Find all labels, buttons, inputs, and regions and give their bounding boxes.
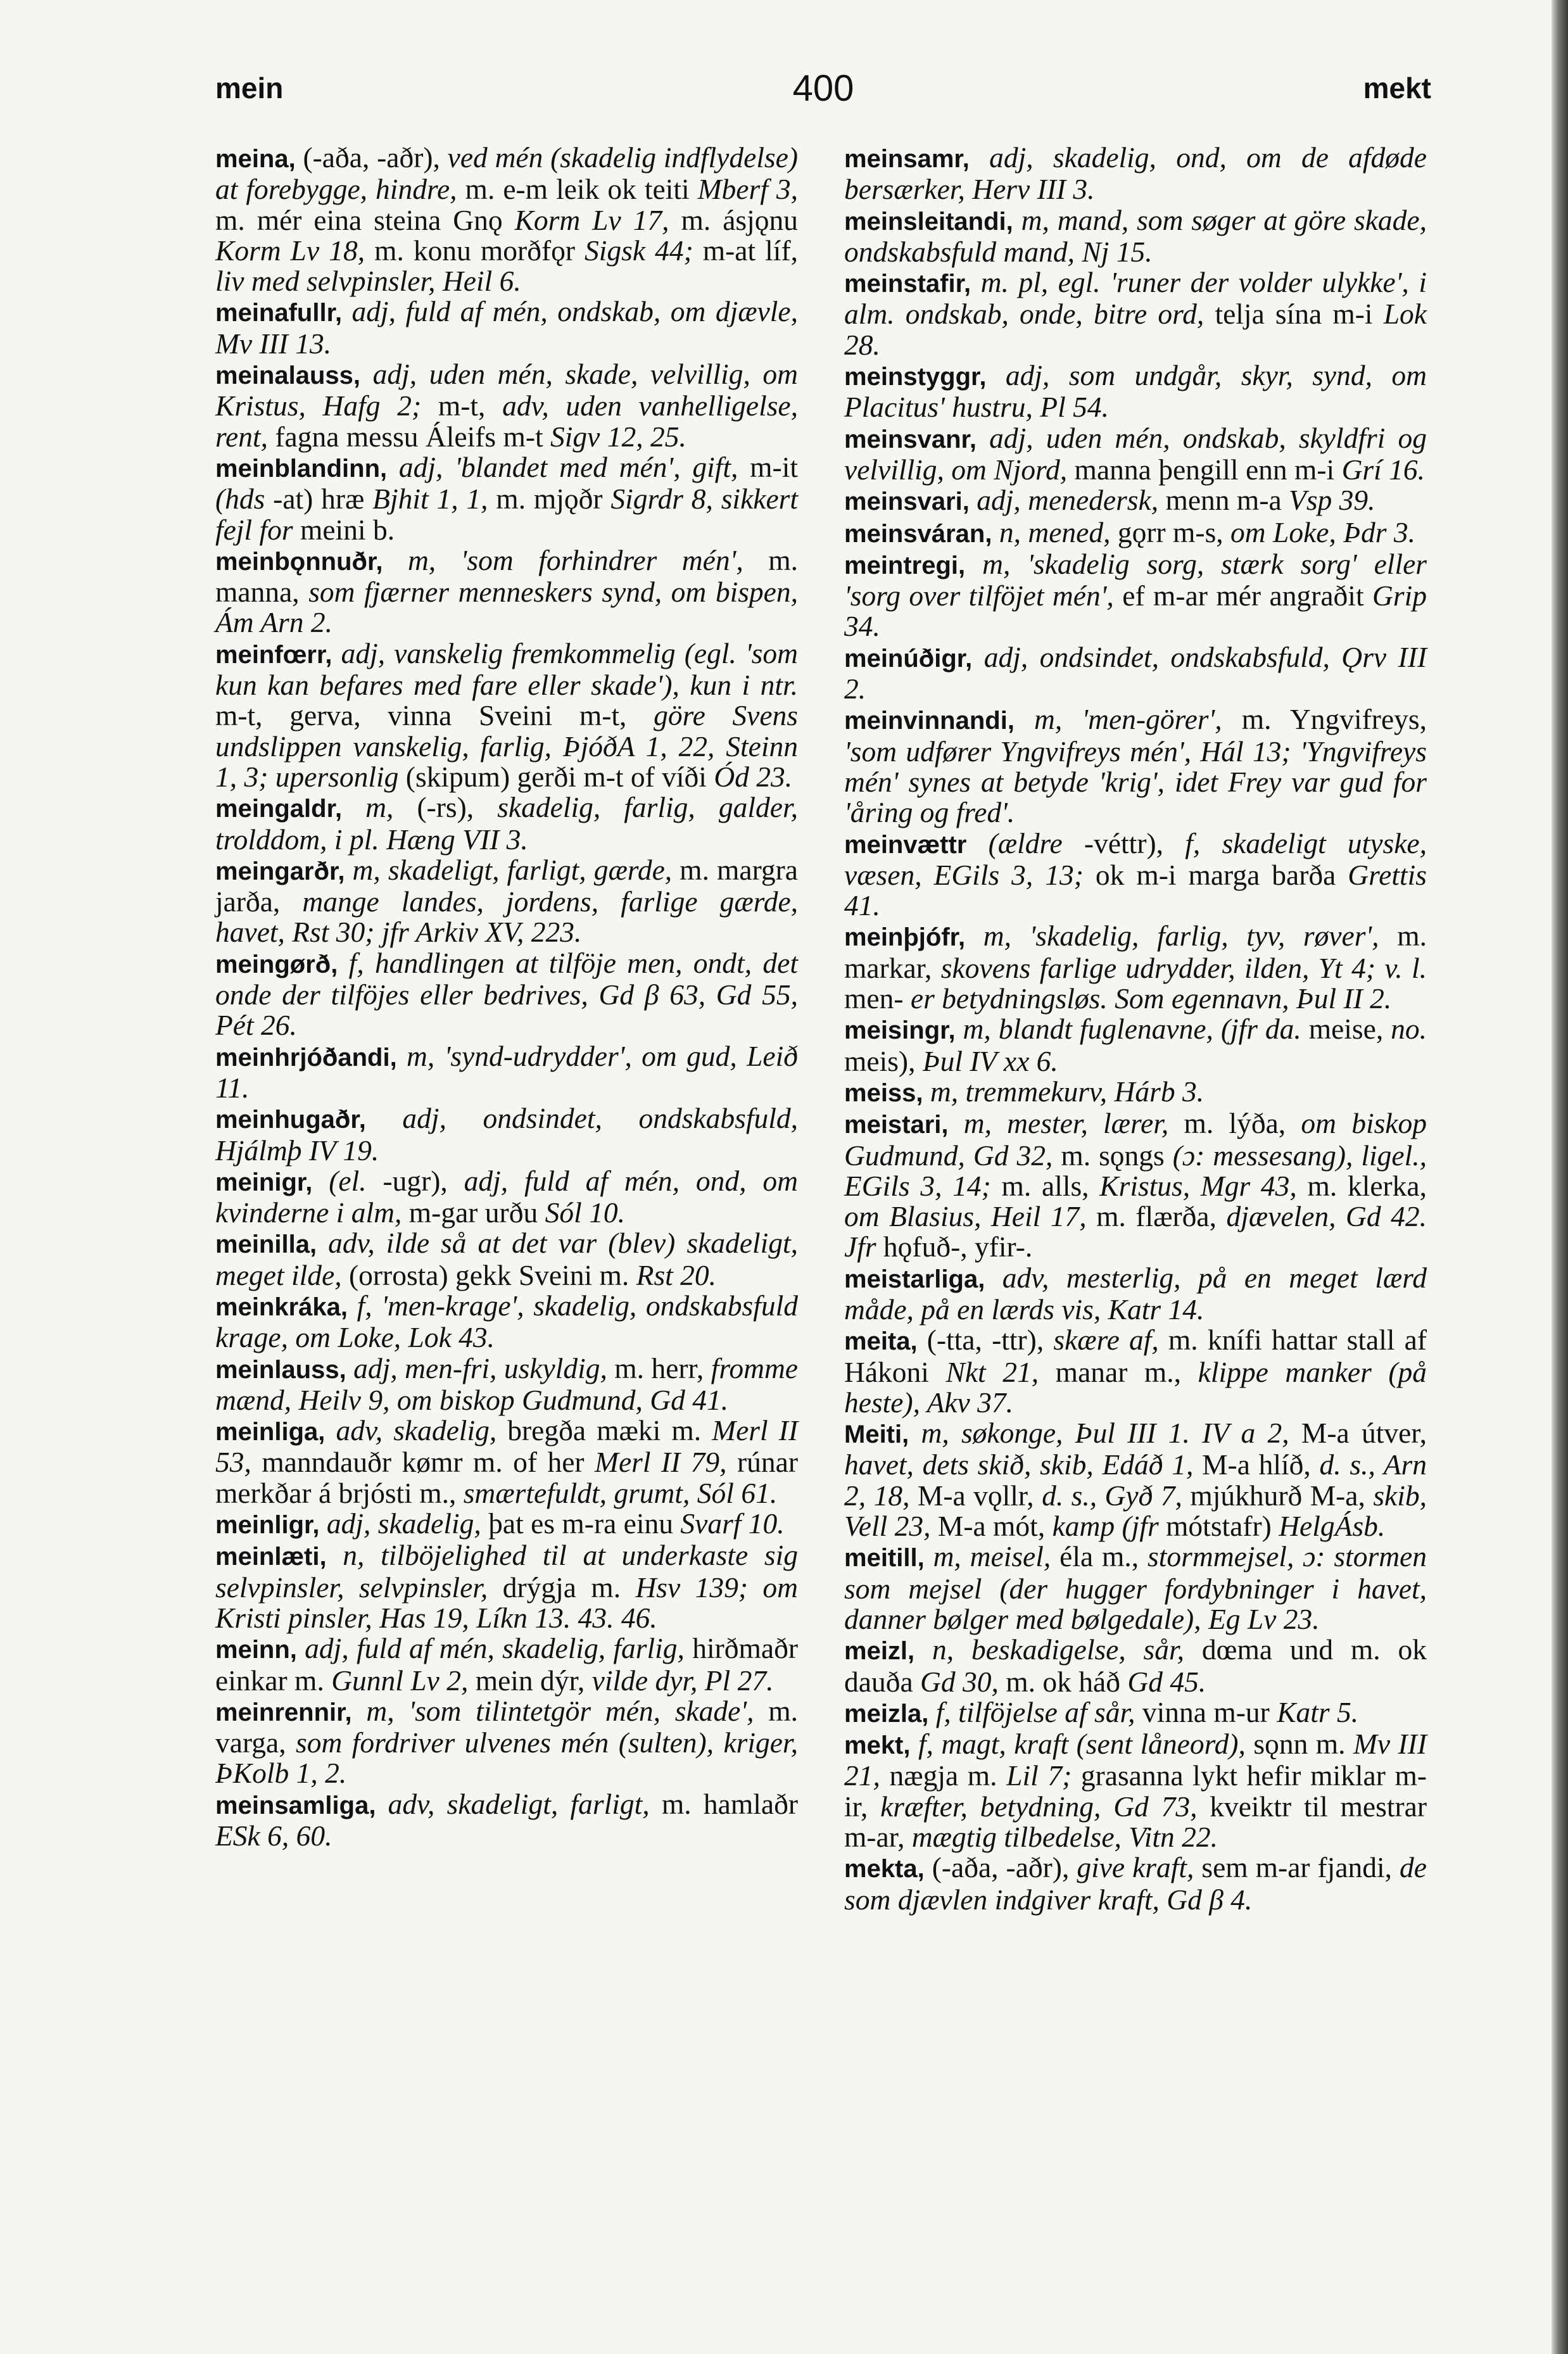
entry-definition: Gunnl Lv 2,: [331, 1664, 469, 1697]
header-right-guideword: mekt: [1363, 72, 1431, 104]
entry-text: meini b.: [293, 513, 395, 546]
entry-text: þat es m-ra einu: [481, 1507, 681, 1540]
entry-text: m. margra jarða,: [215, 853, 798, 918]
headword: meinstyggr,: [844, 363, 987, 391]
entry-definition: adj, uden mén, skade, velvillig, om Kristus, Hafg 2;: [215, 358, 798, 422]
entry-definition: adv, uden vanhelligelse, rent,: [215, 389, 798, 453]
entry-text: drýgja m.: [488, 1571, 636, 1604]
dictionary-entry: [844, 1635, 1427, 1697]
dictionary-entry: [215, 855, 798, 948]
headword: meistari,: [844, 1111, 949, 1139]
dictionary-entry: [215, 1696, 798, 1789]
headword: meinsváran,: [844, 519, 992, 548]
entry-definition: Lil 7;: [1006, 1759, 1072, 1792]
headword: meizl,: [844, 1637, 915, 1666]
entry-definition: d. s., Arn 2, 18,: [844, 1448, 1427, 1512]
header-left-guideword: mein: [215, 72, 284, 104]
entry-text: m. e-m leik ok teiti: [457, 173, 698, 206]
entry-definition: om Loke, Þdr 3.: [1230, 516, 1415, 548]
headword: meinalauss,: [215, 362, 361, 390]
dictionary-entry: [844, 1729, 1427, 1852]
entry-definition: som fordriver ulvenes mén (sulten), kriger, ÞKolb 1, 2.: [215, 1726, 798, 1790]
entry-text: m-it: [738, 450, 798, 483]
entry-text: vinna m-ur: [1135, 1695, 1277, 1728]
headword: meinsvanr,: [844, 425, 977, 453]
entry-text: M-a mót,: [930, 1510, 1053, 1543]
entry-text: m-gar urðu: [401, 1196, 545, 1229]
entry-definition: stormmejsel, ɔ: stormen som mejsel (der hugger fordybninger i havet, danner bølger med bølgedale), Eg Lv 23.: [844, 1540, 1427, 1635]
entry-definition: Merl II 53,: [215, 1414, 798, 1479]
entry-text: mjúkhurð M-a,: [1182, 1479, 1374, 1512]
entry-text: manna þengill enn m-i: [1067, 453, 1342, 486]
dictionary-entry: [844, 921, 1427, 1014]
entry-definition: skadelig, farlig, galder, trolddom, i pl. Hæng VII 3.: [215, 791, 798, 856]
entry-definition: Grí 16.: [1341, 453, 1426, 486]
entry-definition: vilde dyr, Pl 27.: [591, 1664, 774, 1697]
entry-definition: adv, skadeligt, farligt,: [376, 1787, 650, 1820]
headword: meinkráka,: [215, 1293, 348, 1321]
headword: meinigr,: [215, 1168, 313, 1196]
headword: meinsvari,: [844, 488, 970, 516]
entry-definition: n, beskadigelse, sår,: [914, 1633, 1185, 1666]
entry-definition: m. pl, egl. 'runer der volder ulykke', i alm. ondskab, onde, bitre ord,: [844, 266, 1427, 331]
headword: meinrennir,: [215, 1698, 352, 1726]
entry-text: ok m-i marga barða: [1083, 858, 1348, 891]
left-column: [215, 142, 798, 1851]
headword: meina,: [215, 145, 296, 173]
entry-text: nægja m.: [880, 1759, 1007, 1792]
entry-definition: f, skadeligt utyske, væsen, EGils 3, 13;: [844, 826, 1427, 891]
entry-definition: mange landes, jordens, farlige gærde, havet, Rst 30; jfr Arkiv XV, 223.: [215, 885, 799, 949]
entry-definition: Mberf 3,: [697, 173, 798, 206]
entry-definition: m,: [342, 791, 394, 824]
entry-definition: m, søkonge, Þul III 1. IV a 2,: [909, 1417, 1289, 1450]
entry-definition: adj, menedersk,: [969, 484, 1159, 517]
entry-definition: Lok 28.: [844, 298, 1427, 361]
entry-definition: adv, skadelig,: [325, 1414, 497, 1447]
entry-definition: Grip 34.: [844, 579, 1427, 643]
entry-definition: Svarf 10.: [680, 1507, 785, 1540]
dictionary-entry: [844, 549, 1427, 642]
entry-definition: adj, men-fri, uskyldig,: [346, 1351, 607, 1384]
headword: meitill,: [844, 1544, 925, 1572]
entry-definition: m, tremmekurv, Hárb 3.: [923, 1075, 1204, 1108]
entry-definition: skære af,: [1053, 1324, 1159, 1357]
dictionary-entry: [215, 948, 798, 1041]
entry-definition: m, 'men-görer',: [1014, 703, 1222, 736]
headword: meinsamr,: [844, 145, 970, 173]
headword: meinsleitandi,: [844, 207, 1013, 236]
entry-definition: (ɔ: messesang), ligel., EGils 3, 14;: [844, 1139, 1427, 1202]
entry-definition: adj, skadelig, ond, om de afdøde bersærker, Herv III 3.: [844, 141, 1427, 206]
entry-definition: Vsp 39.: [1289, 484, 1375, 517]
headword: mekta,: [844, 1855, 925, 1883]
entry-text: m. herr,: [607, 1351, 711, 1384]
entry-text: manar m.,: [1039, 1355, 1198, 1388]
entry-definition: HelgÁsb.: [1279, 1510, 1386, 1543]
dictionary-entry: [844, 1014, 1427, 1077]
headword: meinvættr: [844, 830, 967, 859]
headword: meita,: [844, 1327, 918, 1356]
entry-text: ef m-ar mér angraðit: [1113, 579, 1373, 612]
entry-text: meis),: [844, 1044, 923, 1077]
headword: meistarliga,: [844, 1265, 985, 1293]
dictionary-entry: [844, 1697, 1427, 1729]
page-number: 400: [792, 68, 854, 109]
entry-text: manndauðr kømr m. of her: [251, 1446, 595, 1479]
entry-text: m. markar,: [844, 920, 1427, 984]
entry-text: (-rs),: [393, 791, 498, 824]
entry-definition: n, mened,: [992, 516, 1111, 548]
dictionary-entry: [844, 704, 1427, 828]
headword: Meiti,: [844, 1421, 909, 1449]
entry-definition: de som djævlen indgiver kraft, Gd β 4.: [844, 1851, 1427, 1916]
entry-definition: m, 'skadelig, farlig, tyv, røver',: [965, 920, 1379, 952]
entry-text: m. mér eina steina Gnǫ: [215, 203, 515, 236]
dictionary-entry: [215, 545, 798, 638]
entry-definition: som fjærner menneskers synd, om bispen, Ám Arn 2.: [215, 576, 798, 639]
entry-text: m. ásjǫnu: [669, 203, 798, 236]
entry-text: m. konu morðfǫr: [365, 234, 585, 267]
entry-text: m. sǫngs: [1053, 1139, 1173, 1172]
entry-text: meise,: [1301, 1013, 1391, 1046]
dictionary-entry: [215, 452, 798, 545]
dictionary-entry: [844, 485, 1427, 517]
entry-text: m-at líf,: [693, 234, 798, 267]
entry-text: bregða mæki m.: [496, 1414, 712, 1447]
entry-definition: Þul IV xx 6.: [922, 1044, 1058, 1077]
entry-definition: Merl II 79,: [595, 1446, 727, 1479]
dictionary-entry: [215, 1415, 798, 1509]
entry-definition: adv, mesterlig, på en meget lærd måde, på en lærds vis, Katr 14.: [844, 1261, 1427, 1326]
entry-definition: om biskop Gudmund, Gd 32,: [844, 1107, 1427, 1172]
entry-definition: skovens farlige udrydder, ilden, Yt 4; v. l.: [940, 951, 1427, 984]
entry-definition: Rst 20.: [636, 1258, 717, 1291]
headword: meingarðr,: [215, 857, 345, 885]
entry-definition: Grettis 41.: [844, 858, 1427, 922]
dictionary-entry: [215, 1103, 798, 1166]
headword: meizla,: [844, 1699, 929, 1728]
headword: meinafullr,: [215, 299, 343, 327]
entry-definition: kræfter, betydning, Gd 73,: [880, 1790, 1198, 1823]
entry-definition: adv, ilde så at det var (blev) skadeligt, meget ilde,: [215, 1227, 798, 1291]
entry-definition: Katr 5.: [1277, 1695, 1359, 1728]
entry-text: hirðmaðr einkar m.: [215, 1632, 798, 1697]
entry-text: M-a vǫllr,: [909, 1479, 1042, 1512]
entry-definition: kamp (jfr: [1052, 1510, 1159, 1543]
headword: meinsamliga,: [215, 1791, 376, 1819]
headword: meinbǫnnuðr,: [215, 547, 383, 576]
entry-text: grasanna lykt hefir miklar m-ir,: [844, 1759, 1427, 1823]
entry-definition: m, 'synd-udrydder', om gud, Leið 11.: [215, 1039, 798, 1104]
dictionary-entry: [215, 296, 798, 359]
entry-definition: f, magt, kraft (sent låneord),: [910, 1728, 1246, 1761]
entry-text: m-t,: [421, 389, 503, 422]
entry-text: gǫrr m-s,: [1110, 516, 1231, 548]
entry-definition: er betydningsløs. Som egennavn, Þul II 2.: [910, 982, 1392, 1015]
entry-text: -ugr),: [366, 1164, 464, 1197]
headword: meinlauss,: [215, 1355, 346, 1384]
entry-definition: adj, som undgår, skyr, synd, om Placitus' hustru, Pl 54.: [844, 359, 1427, 424]
headword: meinlæti,: [215, 1543, 327, 1571]
dictionary-entry: [215, 1509, 798, 1540]
entry-definition: no.: [1391, 1013, 1427, 1046]
entry-text: m. klerka,: [1296, 1169, 1427, 1202]
entry-definition: Kristus, Mgr 43,: [1099, 1169, 1297, 1202]
entry-text: (-aða, -aðr),: [295, 141, 448, 174]
dictionary-entry: [844, 642, 1427, 705]
entry-definition: fromme mænd, Heilv 9, om biskop Gudmund, Gd 41.: [215, 1351, 798, 1416]
entry-definition: m, mand, som søger at göre skade, ondskabsfuld mand, Nj 15.: [844, 203, 1427, 268]
entry-definition: smærtefuldt, grumt, Sól 61.: [463, 1476, 778, 1509]
entry-definition: liv med selvpinsler, Heil 6.: [215, 265, 521, 298]
headword: meinilla,: [215, 1231, 317, 1259]
entry-text: fagna messu Áleifs m-t: [267, 420, 551, 453]
dictionary-entry: [844, 360, 1427, 423]
dictionary-entry: [215, 359, 798, 452]
entry-definition: adj, 'blandet med mén', gift,: [387, 450, 738, 483]
dictionary-entry: [844, 1325, 1427, 1418]
entry-definition: Bjhit 1, 1,: [372, 483, 488, 516]
dictionary-entry: [844, 205, 1427, 268]
dictionary-entry: [215, 1633, 798, 1696]
headword: meinn,: [215, 1636, 297, 1664]
dictionary-entry: [844, 267, 1427, 360]
entry-definition: give kraft,: [1077, 1851, 1194, 1884]
entry-definition: (ældre: [966, 826, 1063, 859]
headword: meinstafir,: [844, 270, 971, 298]
headword: meinhrjóðandi,: [215, 1043, 397, 1072]
headword: meinvinnandi,: [844, 707, 1015, 735]
entry-text: m. knífi hattar stall af Hákoni: [844, 1324, 1427, 1388]
entry-text: kveiktr til mestrar m-ar,: [844, 1790, 1427, 1854]
dictionary-entry: [215, 1291, 798, 1353]
entry-definition: adj, skadelig,: [319, 1507, 481, 1540]
headword: meisingr,: [844, 1016, 956, 1045]
headword: meingørð,: [215, 950, 338, 978]
entry-definition: göre Svens undslippen vanskelig, farlig, ÞjóðA 1, 22, Steinn 1, 3; upersonlig: [215, 699, 799, 793]
entry-definition: m, 'som tilintetgör mén, skade',: [351, 1694, 754, 1727]
entry-text: (skipum) gerði m-t of víði: [398, 760, 714, 793]
entry-definition: klippe manker (på heste), Akv 37.: [844, 1355, 1427, 1419]
entry-definition: (hds: [215, 483, 265, 516]
entry-definition: f, 'men-krage', skadelig, ondskabsfuld krage, om Loke, Lok 43.: [215, 1289, 798, 1354]
entry-definition: adj, ondsindet, ondskabsfuld, Ǫrv III 2.: [844, 640, 1427, 706]
entry-definition: f, handlingen at tilföje men, ondt, det onde der tilföjes eller bedrives, Gd β 63, Gd 55, Pét 26.: [215, 946, 798, 1042]
entry-definition: n, tilböjelighed til at underkaste sig selvpinsler, selvpinsler,: [215, 1539, 798, 1604]
entry-text: (orrosta) gekk Sveini m.: [341, 1258, 636, 1291]
entry-definition: (el.: [312, 1164, 367, 1197]
entry-text: m. flærða,: [1086, 1200, 1227, 1233]
headword: meingaldr,: [215, 795, 343, 823]
entry-text: -at) hræ: [265, 483, 373, 516]
entry-definition: Gd 30,: [920, 1665, 999, 1698]
entry-text: rúnar merkðar á brjósti m.,: [215, 1446, 799, 1509]
entry-definition: ved mén (skadelig indflydelse) at forebygge, hindre,: [215, 141, 798, 206]
entry-definition: havet, dets skið, skib, Edáð 1,: [844, 1448, 1194, 1481]
entry-text: M-a útver,: [1289, 1417, 1427, 1450]
entry-definition: 'som udfører Yngvifreys mén', Hál 13; 'Yngvifreys mén' synes at betyde 'krig', idet Frey var gud for 'åring og fred'.: [844, 735, 1427, 829]
entry-definition: Mv III 21,: [844, 1728, 1427, 1792]
entry-definition: om Blasius, Heil 17,: [844, 1200, 1087, 1233]
headword: meinúðigr,: [844, 644, 973, 673]
entry-text: (-tta, -ttr),: [917, 1324, 1054, 1357]
dictionary-entry: [844, 1263, 1427, 1326]
dictionary-entry: [844, 142, 1427, 205]
page-header: [215, 68, 1431, 122]
entry-definition: m, mester, lærer,: [948, 1107, 1169, 1140]
entry-definition: Sól 10.: [545, 1196, 625, 1229]
dictionary-entry: [844, 1852, 1427, 1915]
entry-definition: Sigrdr 8, sikkert fejl for: [215, 483, 799, 546]
entry-text: -véttr),: [1062, 826, 1185, 859]
entry-text: m. hamlaðr: [649, 1787, 798, 1820]
entry-definition: ESk 6, 60.: [215, 1819, 332, 1852]
entry-text: m. manna,: [215, 543, 798, 609]
dictionary-entry: [844, 1541, 1427, 1635]
entry-text: m. Yngvifreys,: [1222, 703, 1427, 736]
entry-definition: mægtig tilbedelse, Vitn 22.: [911, 1821, 1218, 1854]
entry-text: éla m.,: [1051, 1540, 1148, 1573]
entry-definition: skib, Vell 23,: [844, 1479, 1427, 1543]
entry-text: men-: [844, 982, 911, 1015]
entry-text: m. mjǫðr: [488, 483, 611, 516]
entry-text: dœma und m. ok dauða: [844, 1633, 1427, 1698]
entry-definition: adj, uden mén, ondskab, skyldfri og velvillig, om Njord,: [844, 421, 1427, 486]
entry-text: telja sína m-i: [1204, 298, 1384, 331]
entry-definition: Ód 23.: [714, 760, 793, 793]
dictionary-entry: [215, 1540, 798, 1633]
right-column: [844, 142, 1427, 1915]
entry-definition: m, 'som forhindrer mén',: [383, 543, 743, 576]
headword: meiss,: [844, 1079, 923, 1107]
headword: meintregi,: [844, 551, 966, 579]
dictionary-entry: [215, 1353, 798, 1416]
dictionary-entry: [844, 423, 1427, 486]
entry-definition: Sigsk 44;: [585, 234, 693, 267]
entry-definition: Hsv 139; om Kristi pinsler, Has 19, Líkn 13. 43. 46.: [215, 1571, 798, 1634]
entry-definition: adj, fuld af mén, skadelig, farlig,: [296, 1632, 685, 1665]
entry-text: sǫnn m.: [1245, 1728, 1353, 1761]
entry-definition: adj, ondsindet, ondskabsfuld, Hjálmþ IV 19.: [215, 1102, 798, 1167]
headword: meinliga,: [215, 1418, 326, 1446]
dictionary-entry: [844, 1077, 1427, 1108]
entry-text: menn m-a: [1158, 484, 1289, 517]
headword: meinhugaðr,: [215, 1106, 366, 1134]
entry-definition: djævelen, Gd 42. Jfr: [844, 1200, 1427, 1263]
headword: meinblandinn,: [215, 454, 388, 483]
entry-text: mein dýr,: [468, 1664, 592, 1697]
entry-definition: m, 'skadelig sorg, stærk sorg' eller 'sorg over tilföjet mén',: [844, 547, 1427, 612]
entry-definition: Sigv 12, 25.: [550, 420, 686, 453]
dictionary-entry: [215, 1166, 798, 1229]
dictionary-entry: [215, 638, 798, 792]
dictionary-entry: [215, 792, 798, 855]
entry-definition: adj, fuld af mén, ondskab, om djævle, Mv III 13.: [215, 295, 798, 360]
dictionary-entry: [215, 1228, 798, 1291]
entry-text: m. alls,: [990, 1169, 1100, 1202]
dictionary-entry: [844, 1108, 1427, 1262]
headword: meinfœrr,: [215, 640, 332, 669]
headword: meinligr,: [215, 1511, 320, 1540]
entry-text: m. varga,: [215, 1694, 798, 1759]
entry-text: hǫfuð-, yfir-.: [876, 1231, 1033, 1263]
entry-definition: m, skadeligt, farligt, gærde,: [345, 853, 673, 886]
entry-text: (-aða, -aðr),: [924, 1851, 1077, 1884]
entry-text: sem m-ar fjandi,: [1194, 1851, 1400, 1884]
entry-text: m-t, gerva, vinna Sveini m-t,: [215, 699, 654, 732]
entry-definition: m, meisel,: [924, 1540, 1051, 1573]
dictionary-entry: [215, 1041, 798, 1104]
entry-definition: Nkt 21,: [945, 1355, 1039, 1388]
dictionary-entry: [844, 828, 1427, 921]
entry-text: M-a hlíð,: [1193, 1448, 1320, 1481]
entry-definition: Korm Lv 17,: [514, 203, 669, 236]
entry-text: m. ok háð: [998, 1665, 1128, 1698]
entry-definition: adj, fuld af mén, ond, om kvinderne i alm,: [215, 1164, 798, 1229]
dictionary-entry: [844, 517, 1427, 549]
headword: meinþjófr,: [844, 923, 966, 952]
dictionary-entry: [844, 1418, 1427, 1541]
entry-text: mótstafr): [1158, 1510, 1279, 1543]
entry-definition: Gd 45.: [1127, 1665, 1206, 1698]
page-edge-shadow: [1552, 0, 1568, 2354]
entry-text: m. lýða,: [1168, 1107, 1301, 1140]
dictionary-entry: [215, 142, 798, 296]
entry-definition: d. s., Gyð 7,: [1042, 1479, 1182, 1512]
entry-definition: Korm Lv 18,: [215, 234, 365, 267]
dictionary-entry: [215, 1789, 798, 1852]
headword: mekt,: [844, 1731, 911, 1760]
entry-definition: f, tilföjelse af sår,: [928, 1695, 1135, 1728]
entry-definition: adj, vanskelig fremkommelig (egl. 'som kun kan befares med fare eller skade'), kun i ntr.: [215, 636, 798, 702]
entry-definition: m, blandt fuglenavne, (jfr da.: [955, 1013, 1301, 1046]
